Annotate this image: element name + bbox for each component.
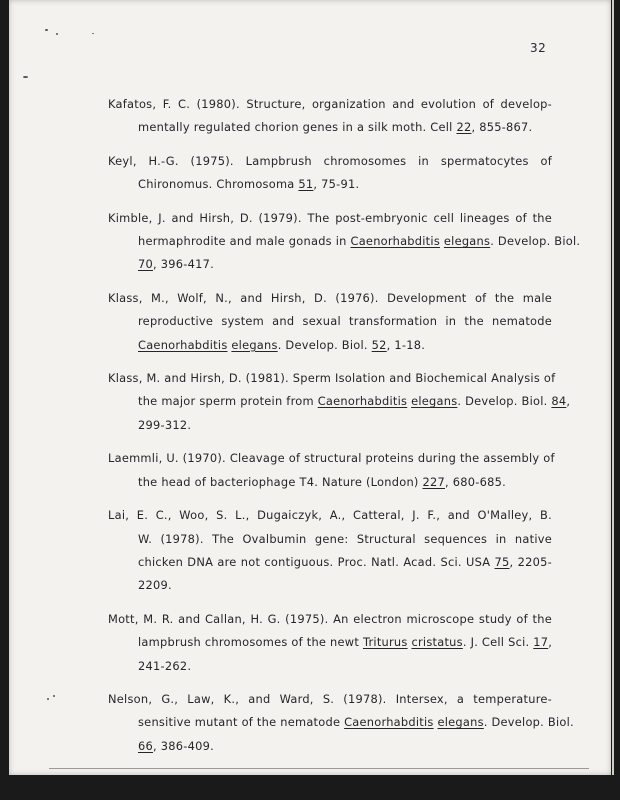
reference-pages: 241-262.	[138, 658, 192, 673]
reference-line	[108, 551, 552, 574]
reference-entry	[108, 504, 552, 598]
speck	[47, 698, 49, 700]
reference-line	[108, 207, 552, 230]
reference-title: Structure, organization and evolution of develop-	[246, 97, 553, 111]
reference-line	[108, 173, 552, 196]
reference-title: Sperm Isolation and Biochemical Analysis of	[292, 371, 556, 386]
reference-line	[108, 116, 552, 139]
reference-genus: Caenorhabditis	[138, 337, 228, 352]
reference-line	[108, 334, 552, 357]
reference-volume: 84	[551, 394, 567, 409]
reference-title: W. (1978). The Ovalbumin gene: Structural sequences in native	[138, 531, 552, 546]
reference-volume: 75	[494, 554, 510, 569]
reference-pages: 299-312.	[138, 417, 192, 432]
reference-author: Mott, M. R. and Callan, H. G. (1975).	[108, 611, 329, 626]
reference-volume: 227	[422, 474, 445, 489]
reference-entry	[108, 367, 571, 437]
reference-pages: , 2205-	[509, 554, 552, 569]
reference-entry	[108, 287, 552, 357]
reference-entry	[108, 608, 552, 678]
reference-volume: 52	[371, 337, 387, 352]
speck	[56, 33, 58, 35]
reference-entry	[108, 447, 555, 494]
reference-pages: , 1-18.	[386, 337, 426, 352]
reference-genus: Caenorhabditis	[317, 394, 408, 409]
reference-pages: , 680-685.	[444, 474, 506, 489]
reference-journal: . Develop. Biol.	[483, 715, 574, 730]
reference-author: Klass, M., Wolf, N., and Hirsh, D. (1976).	[108, 290, 379, 305]
reference-title: Chironomus. Chromosoma	[138, 177, 299, 192]
reference-title: the head of bacteriophage T4. Nature (London)	[138, 474, 423, 489]
reference-line	[108, 711, 574, 734]
reference-line	[108, 471, 552, 494]
reference-species: elegans	[443, 234, 491, 249]
reference-line	[108, 230, 581, 253]
reference-line	[108, 253, 552, 276]
reference-line	[108, 93, 552, 116]
reference-title: hermaphrodite and male gonads in	[138, 234, 351, 249]
reference-line	[108, 367, 556, 390]
reference-entry	[108, 150, 552, 197]
reference-title: Lampbrush chromosomes in spermatocytes of	[245, 153, 552, 168]
reference-author: Klass, M. and Hirsh, D. (1981).	[108, 371, 289, 386]
speck	[53, 695, 55, 697]
reference-species: elegans	[231, 337, 278, 352]
reference-volume: 22	[456, 120, 472, 135]
reference-line	[108, 528, 552, 551]
reference-genus: Caenorhabditis	[350, 234, 441, 249]
reference-list	[108, 93, 581, 768]
reference-author: Nelson, G., Law, K., and Ward, S. (1978).	[108, 691, 387, 706]
reference-title: reproductive system and sexual transformation in the nematode	[138, 314, 552, 329]
reference-line	[108, 504, 552, 527]
reference-line	[108, 655, 552, 678]
reference-pages: 2209.	[138, 578, 172, 593]
reference-author: Laemmli, U. (1970).	[108, 451, 226, 466]
reference-author: Kafatos, F. C. (1980).	[108, 97, 240, 111]
reference-line	[108, 447, 555, 470]
reference-pages: ,	[548, 635, 553, 650]
speck	[23, 76, 28, 78]
reference-pages: , 396-417.	[153, 257, 214, 272]
reference-line	[108, 414, 552, 437]
document-page	[9, 0, 611, 775]
reference-line	[108, 287, 552, 310]
reference-volume: 70	[138, 257, 153, 272]
reference-title: The post-embryonic cell lineages of the	[307, 210, 553, 225]
page-edge-shadow	[612, 0, 614, 775]
reference-genus: Triturus	[362, 635, 408, 650]
reference-line	[108, 574, 552, 597]
reference-title: Development of the male	[387, 290, 552, 305]
reference-line	[108, 631, 552, 654]
reference-title: Cleavage of structural proteins during the assembly of	[229, 451, 555, 466]
reference-title: Intersex, a temperature-	[395, 691, 552, 706]
reference-species: cristatus	[411, 635, 463, 650]
reference-line	[108, 390, 571, 413]
reference-line	[108, 150, 552, 173]
reference-title: mentally regulated chorion genes in a silk moth. Cell	[138, 120, 457, 135]
speck	[92, 33, 94, 34]
reference-title: sensitive mutant of the nematode	[138, 715, 345, 730]
speck	[45, 29, 48, 31]
reference-line	[108, 310, 552, 333]
reference-journal: . J. Cell Sci.	[462, 635, 534, 650]
reference-author: Kimble, J. and Hirsh, D. (1979).	[108, 210, 302, 225]
reference-author: Keyl, H.-G. (1975).	[108, 153, 234, 168]
reference-species: elegans	[411, 394, 458, 409]
reference-title: the major sperm protein from	[138, 394, 318, 409]
scan-bottom-line	[49, 768, 589, 769]
reference-entry	[108, 93, 552, 140]
reference-line	[108, 688, 552, 711]
reference-pages: , 386-409.	[153, 738, 214, 753]
reference-line	[108, 608, 552, 631]
reference-title: An electron microscope study of the	[333, 611, 552, 626]
reference-volume: 51	[298, 177, 314, 192]
reference-volume: 17	[533, 635, 549, 650]
reference-title: chicken DNA are not contiguous. Proc. Natl. Acad. Sci. USA	[138, 554, 495, 569]
page-number: 32	[530, 41, 547, 55]
reference-volume: 66	[138, 738, 153, 753]
reference-author: Lai, E. C., Woo, S. L., Dugaiczyk, A., Catteral, J. F., and O'Malley, B.	[108, 508, 552, 523]
reference-title: lampbrush chromosomes of the newt	[138, 635, 363, 650]
reference-genus: Caenorhabditis	[344, 715, 434, 730]
reference-species: elegans	[437, 715, 484, 730]
reference-pages: ,	[566, 394, 571, 409]
reference-pages: , 75-91.	[313, 177, 360, 192]
reference-pages: , 855-867.	[471, 120, 533, 135]
reference-line	[108, 735, 552, 758]
reference-journal: . Develop. Biol.	[457, 394, 552, 409]
reference-entry	[108, 688, 574, 758]
reference-journal: . Develop. Biol.	[490, 234, 581, 249]
reference-journal: . Develop. Biol.	[277, 337, 372, 352]
reference-entry	[108, 207, 581, 277]
